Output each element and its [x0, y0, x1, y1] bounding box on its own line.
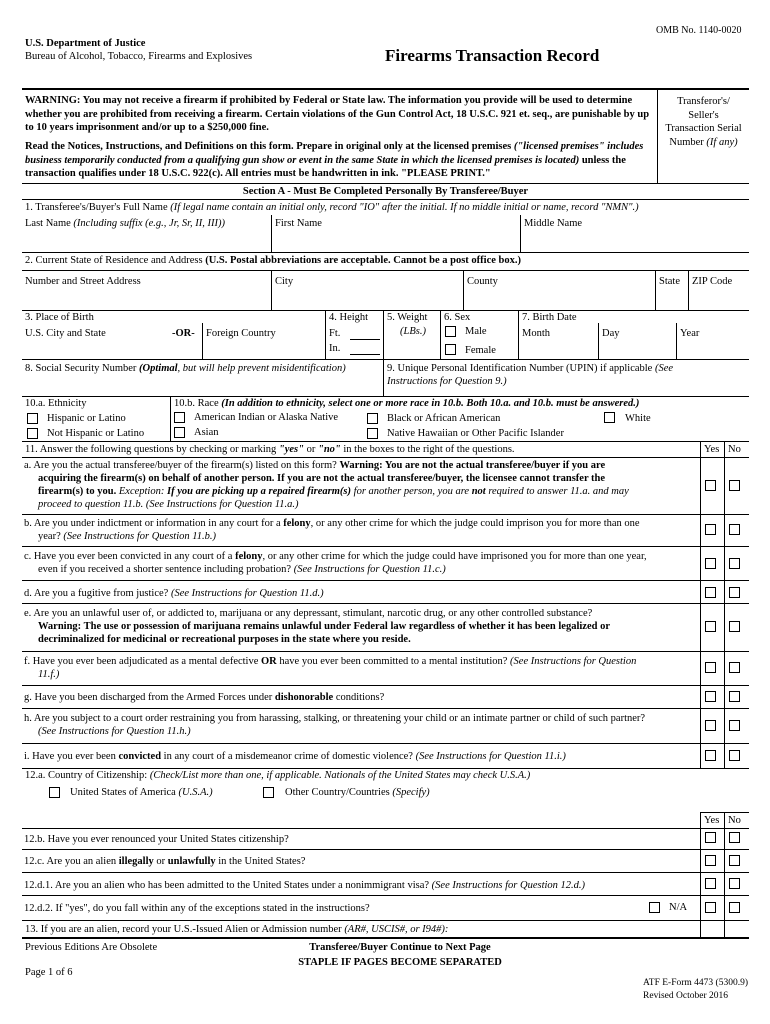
q3-label: 3. Place of Birth	[25, 312, 94, 323]
birth-month-field[interactable]	[522, 328, 550, 339]
street-label: Number and Street Address	[25, 276, 141, 287]
black-checkbox[interactable]	[367, 413, 378, 424]
birth-year-label: Year	[680, 328, 700, 339]
middle-name-field[interactable]	[524, 218, 582, 229]
white-checkbox[interactable]	[604, 412, 615, 423]
q11g-yes-checkbox[interactable]	[705, 691, 716, 702]
male-checkbox[interactable]	[445, 326, 456, 337]
rule	[22, 828, 749, 829]
rule	[22, 396, 749, 397]
birth-month-label: Month	[522, 328, 551, 339]
q9-note: (See Instructions for Question 9.)	[387, 363, 674, 387]
q11b-no-checkbox[interactable]	[729, 524, 740, 535]
q11e-no-checkbox[interactable]	[729, 621, 740, 632]
rule	[22, 872, 749, 873]
divider	[598, 323, 599, 359]
question-11h: h. Are you subject to a court order restraining you from harassing, stalking, or threatening your child or an intimate partner or child of such partner? (See Instructions for Question 11.h.)	[24, 713, 646, 737]
rule	[22, 310, 749, 311]
rule	[22, 603, 749, 604]
city-field[interactable]	[275, 276, 293, 287]
q11c-yes-checkbox[interactable]	[705, 558, 716, 569]
last-name-field[interactable]	[25, 218, 225, 229]
divider	[440, 310, 441, 359]
rule	[22, 708, 749, 709]
ssn-field[interactable]	[25, 363, 346, 374]
rule	[22, 849, 749, 850]
county-label: County	[467, 276, 498, 287]
q2-label: 2. Current State of Residence and Address (U.S. Postal abbreviations are acceptable. Cannot be a post office box.)	[25, 255, 521, 266]
rule	[22, 183, 749, 184]
q6-label: 6. Sex	[444, 312, 471, 323]
q12d1-no-checkbox[interactable]	[729, 878, 740, 889]
american-indian-label: American Indian or Alaska Native	[194, 412, 339, 423]
q11d-no-checkbox[interactable]	[729, 587, 740, 598]
bureau-name: Bureau of Alcohol, Tobacco, Firearms and Explosives	[25, 51, 253, 62]
question-11a: a. Are you the actual transferee/buyer of the firearm(s) listed on this form? Warning: You are not the actual transferee/buyer if you are acquiring the firearm(s) on behalf of another person. If you are not the actual transferee/buyer, the licensee cannot transfer the firearm(s) to you. Exception: If you are picking up a repaired firearm(s) for another person, you are not required to answer 11.a. and may proceed to question 11.b. (See Instructions for Question 11.a.)	[24, 460, 629, 510]
q13-note: (AR#, USCIS#, or I94#):	[344, 924, 449, 935]
q11b-yes-checkbox[interactable]	[705, 524, 716, 535]
q12c-yes-checkbox[interactable]	[705, 855, 716, 866]
black-label: Black or African American	[387, 413, 501, 424]
rule	[22, 580, 749, 581]
first-name-field[interactable]	[275, 218, 322, 229]
male-label: Male	[465, 326, 487, 337]
rule	[22, 768, 749, 769]
instructions-premises: ("licensed premises" includes business temporarily conducted from a qualifying gun show or event in the same State in which the licensed premises is located)	[25, 141, 644, 166]
height-in-label: In.	[329, 343, 341, 354]
q10b-label: 10.b. Race (In addition to ethnicity, select one or more race in 10.b. Both 10.a. and 10.b. must be answered.)	[174, 398, 640, 409]
q12d2-na-checkbox[interactable]	[649, 902, 660, 913]
hispanic-label: Hispanic or Latino	[47, 413, 126, 424]
q12d2-yes-checkbox[interactable]	[705, 902, 716, 913]
last-name-label: Last Name	[25, 218, 71, 229]
zip-field[interactable]	[692, 276, 732, 287]
q12b-no-checkbox[interactable]	[729, 832, 740, 843]
q11e-yes-checkbox[interactable]	[705, 621, 716, 632]
na-label: N/A	[669, 902, 688, 913]
revision-date: Revised October 2016	[643, 991, 728, 1001]
q3-foreign-field[interactable]	[206, 328, 276, 339]
middle-name-label: Middle Name	[524, 218, 583, 229]
instructions-bold: Read the Notices, Instructions, and Definitions on this form. Prepare in original only at the licensed premises	[25, 141, 512, 152]
hawaiian-label: Native Hawaiian or Other Pacific Islander	[387, 428, 564, 439]
department-name: U.S. Department of Justice	[25, 38, 146, 49]
continue-note: Transferee/Buyer Continue to Next Page	[309, 942, 491, 953]
divider	[271, 215, 272, 252]
usa-checkbox[interactable]	[49, 787, 60, 798]
q11d-yes-checkbox[interactable]	[705, 587, 716, 598]
serial-label-1: Transferor's/	[677, 96, 730, 107]
rule	[22, 359, 749, 360]
yes-header: Yes	[704, 444, 720, 455]
not-hispanic-checkbox[interactable]	[27, 428, 38, 439]
question-12d1: 12.d.1. Are you an alien who has been admitted to the United States under a nonimmigrant visa? (See Instructions for Question 12.d.)	[24, 880, 586, 891]
usa-label: United States of America (U.S.A.)	[70, 787, 213, 798]
omb-number: OMB No. 1140-0020	[656, 25, 742, 36]
q10a-label: 10.a. Ethnicity	[25, 398, 87, 409]
no-column-divider-2	[724, 812, 725, 937]
q4-label: 4. Height	[329, 312, 369, 323]
warning-paragraph: WARNING: You may not receive a firearm if prohibited by Federal or State law. The information you provide will be used to determine whether you are prohibited from receiving a firearm. Certain violations of the Gun Control Act, 18 U.S.C. 921 et. seq., are punishable by up to 10 years imprisonment and/or up to a $250,000 fine.	[25, 95, 650, 133]
q11g-no-checkbox[interactable]	[729, 691, 740, 702]
american-indian-checkbox[interactable]	[174, 412, 185, 423]
female-checkbox[interactable]	[445, 344, 456, 355]
no-column-divider	[724, 441, 725, 768]
serial-label-2: Seller's	[688, 109, 719, 121]
rule	[22, 514, 749, 515]
question-11g: g. Have you been discharged from the Armed Forces under dishonorable conditions?	[24, 692, 385, 703]
yes-column-divider	[700, 441, 701, 768]
obsolete-note: Previous Editions Are Obsolete	[25, 942, 158, 953]
q13-label: 13. If you are an alien, record your U.S.-Issued Alien or Admission number	[25, 924, 342, 935]
divider	[520, 215, 521, 252]
q3-us-label: U.S. City and State	[25, 328, 106, 339]
divider	[202, 323, 203, 359]
divider	[676, 323, 677, 359]
q11c-no-checkbox[interactable]	[729, 558, 740, 569]
asian-checkbox[interactable]	[174, 427, 185, 438]
county-field[interactable]	[467, 276, 498, 287]
female-label: Female	[465, 345, 496, 356]
rule	[22, 920, 749, 921]
q8-optional: (Optimal	[139, 363, 178, 374]
form-number: ATF E-Form 4473 (5300.9)	[642, 978, 748, 988]
q11h-no-checkbox[interactable]	[729, 720, 740, 731]
q9-label: 9. Unique Personal Identification Number (UPIN) if applicable	[387, 363, 653, 374]
street-field[interactable]	[25, 276, 141, 287]
rule	[22, 199, 749, 200]
state-field[interactable]	[659, 276, 680, 287]
divider	[463, 270, 464, 310]
q8-label: 8. Social Security Number	[25, 363, 137, 374]
q12a-label: 12.a. Country of Citizenship: (Check/List more than one, if applicable. Nationals of the United States may check U.S.A.)	[25, 770, 531, 781]
q11a-no-checkbox[interactable]	[729, 480, 740, 491]
instructions-paragraph	[25, 140, 657, 181]
staple-note: STAPLE IF PAGES BECOME SEPARATED	[298, 957, 502, 968]
serial-label-4: Number (If any)	[669, 136, 738, 148]
serial-label-3: Transaction Serial	[665, 123, 742, 134]
upin-field[interactable]	[387, 362, 707, 388]
divider	[655, 270, 656, 310]
no-header-2: No	[728, 815, 741, 826]
q11f-yes-checkbox[interactable]	[705, 662, 716, 673]
section-a-title: Section A - Must Be Completed Personally By Transferee/Buyer	[242, 186, 529, 197]
other-country-checkbox[interactable]	[263, 787, 274, 798]
form-title: Firearms Transaction Record	[385, 46, 600, 65]
q7-label: 7. Birth Date	[522, 312, 577, 323]
question-11e: e. Are you an unlawful user of, or addicted to, marijuana or any depressant, stimulant, narcotic drug, or any other controlled substance? Warning: The use or possession of marijuana remains unlawful under Federal law regardless of whether it has been legalized or decriminalized for medicinal or recreational purposes in the state where you reside.	[24, 608, 610, 645]
q12b-yes-checkbox[interactable]	[705, 832, 716, 843]
question-11b: b. Are you under indictment or information in any court for a felony, or any other crime for which the judge could imprison you for more than one year? (See Instructions for Question 11.b.)	[24, 518, 640, 542]
asian-label: Asian	[194, 427, 219, 438]
q8-note: , but will help prevent misidentification)	[177, 363, 346, 374]
question-12b: 12.b. Have you ever renounced your United States citizenship?	[24, 834, 289, 845]
alien-number-field[interactable]	[25, 924, 448, 935]
question-11i: i. Have you ever been convicted in any court of a misdemeanor crime of domestic violence? (See Instructions for Question 11.i.)	[24, 751, 566, 762]
divider	[383, 359, 384, 396]
height-ft-input[interactable]	[350, 339, 380, 340]
q5-lbs[interactable]: (LBs.)	[400, 326, 426, 337]
q12c-no-checkbox[interactable]	[729, 855, 740, 866]
q1-label: 1. Transferee's/Buyer's Full Name (If legal name contain an initial only, record "IO" after the initial. If no middle initial or name, record "NMN".)	[25, 202, 639, 213]
q5-label: 5. Weight	[387, 312, 428, 323]
state-label: State	[659, 276, 680, 287]
rule	[22, 270, 749, 271]
zip-label: ZIP Code	[692, 276, 733, 287]
other-country-label: Other Country/Countries (Specify)	[285, 787, 430, 798]
divider	[170, 396, 171, 441]
q3-or: -OR-	[172, 328, 195, 339]
hispanic-checkbox[interactable]	[27, 413, 38, 424]
rule	[22, 457, 749, 458]
q12d1-yes-checkbox[interactable]	[705, 878, 716, 889]
last-name-note: (Including suffix (e.g., Jr, Sr, II, III))	[73, 218, 226, 229]
divider	[325, 310, 326, 359]
rule	[22, 651, 749, 652]
q11a-yes-checkbox[interactable]	[705, 480, 716, 491]
question-12c: 12.c. Are you an alien illegally or unlawfully in the United States?	[24, 856, 306, 867]
page-number: Page 1 of 6	[25, 967, 73, 978]
q11f-no-checkbox[interactable]	[729, 662, 740, 673]
rule	[22, 441, 749, 442]
birth-day-label: Day	[602, 328, 620, 339]
question-11d: d. Are you a fugitive from justice? (See Instructions for Question 11.d.)	[24, 588, 324, 599]
footer-rule	[22, 937, 749, 939]
not-hispanic-label: Not Hispanic or Latino	[47, 428, 145, 439]
height-in-input[interactable]	[350, 354, 380, 355]
q3-foreign-label: Foreign Country	[206, 328, 276, 339]
city-label: City	[275, 276, 294, 287]
yes-header-2: Yes	[704, 815, 720, 826]
birth-year-field[interactable]	[680, 328, 699, 339]
question-12d2: 12.d.2. If "yes", do you fall within any of the exceptions stated in the instructions?	[24, 903, 370, 914]
divider	[688, 270, 689, 310]
divider	[518, 310, 519, 359]
rule	[22, 895, 749, 896]
q12d2-no-checkbox[interactable]	[729, 902, 740, 913]
divider	[383, 310, 384, 359]
serial-number-field[interactable]	[658, 95, 749, 149]
hawaiian-checkbox[interactable]	[367, 428, 378, 439]
q11-intro: 11. Answer the following questions by checking or marking "yes" or "no" in the boxes to the right of the questions.	[25, 444, 515, 455]
q11i-no-checkbox[interactable]	[729, 750, 740, 761]
rule	[22, 546, 749, 547]
divider	[271, 270, 272, 310]
rule	[22, 743, 749, 744]
q3-us-field[interactable]	[25, 328, 106, 339]
instructions-tail: unless the transaction qualifies under 18 U.S.C. 922(c). All entries must be handwritten in ink. "PLEASE PRINT."	[25, 154, 626, 179]
rule	[22, 685, 749, 686]
header-rule	[22, 88, 749, 90]
first-name-label: First Name	[275, 218, 322, 229]
white-label: White	[625, 413, 651, 424]
height-ft-label: Ft.	[329, 328, 341, 339]
rule	[22, 252, 749, 253]
yes-column-divider-2	[700, 812, 701, 937]
q11i-yes-checkbox[interactable]	[705, 750, 716, 761]
no-header: No	[728, 444, 741, 455]
birth-day-field[interactable]	[602, 328, 620, 339]
q11h-yes-checkbox[interactable]	[705, 720, 716, 731]
question-11c: c. Have you ever been convicted in any court of a felony, or any other crime for which the judge could have imprisoned you for more than one year, even if you received a shorter sentence including probation? (See Instructions for Question 11.c.)	[24, 551, 647, 575]
question-11f: f. Have you ever been adjudicated as a mental defective OR have you ever been committed to a mental institution? (See Instructions for Question 11.f.)	[24, 656, 637, 680]
